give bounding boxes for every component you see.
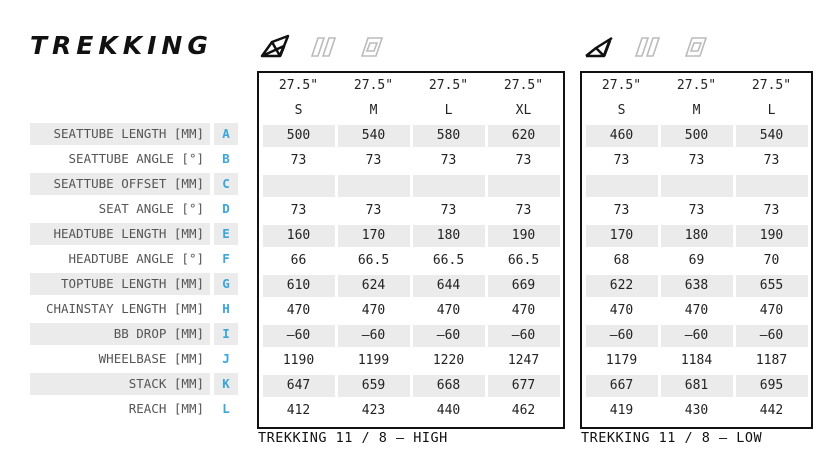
spec-label: SEATTUBE ANGLE [°] <box>68 151 204 166</box>
value-cell: 73 <box>688 203 705 218</box>
value-cell: 470 <box>436 303 461 318</box>
value-cell: 669 <box>488 275 560 297</box>
value-cell: 73 <box>688 153 705 168</box>
table-caption-high: TREKKING 11 / 8 – HIGH <box>258 430 448 446</box>
spec-letter: H <box>222 301 230 316</box>
frame-size-row <box>584 100 809 125</box>
wheel-size-cell: 27.5" <box>751 78 792 93</box>
wheel-size-cell: 27.5" <box>601 78 642 93</box>
value-cell: 430 <box>684 403 709 418</box>
table-row <box>584 325 809 350</box>
value-cell: 1199 <box>357 353 390 368</box>
value-cell: 73 <box>515 153 532 168</box>
value-cell: 460 <box>586 125 658 147</box>
value-cell: 73 <box>763 153 780 168</box>
spec-label-row <box>30 373 238 398</box>
spec-label-row <box>30 348 238 373</box>
value-cell: 66.5 <box>357 253 390 268</box>
value-cell: –60 <box>488 325 560 347</box>
value-cell: 180 <box>661 225 733 247</box>
value-cell <box>661 175 733 197</box>
table-row <box>261 375 561 400</box>
value-cell: 73 <box>763 203 780 218</box>
value-cell: 681 <box>661 375 733 397</box>
bike-frame-icon <box>262 36 288 56</box>
spec-label-row <box>30 198 238 223</box>
spec-label-row <box>30 223 238 248</box>
table-row <box>261 200 561 225</box>
value-cell: 470 <box>361 303 386 318</box>
spec-letter: I <box>214 323 238 345</box>
wheel-size-cell: 27.5" <box>676 78 717 93</box>
value-cell: 73 <box>365 153 382 168</box>
spec-label: HEADTUBE LENGTH [MM] <box>30 223 210 245</box>
value-cell: 66.5 <box>432 253 465 268</box>
spec-label-row <box>30 173 238 198</box>
value-cell: 160 <box>263 225 335 247</box>
table-row <box>261 325 561 350</box>
spec-label-row <box>30 398 238 423</box>
value-cell: 620 <box>488 125 560 147</box>
value-cell: 540 <box>338 125 410 147</box>
eleven-badge-icon <box>636 38 659 56</box>
value-cell: 73 <box>290 203 307 218</box>
spec-label-row <box>30 123 238 148</box>
value-cell <box>736 175 808 197</box>
table-row <box>584 150 809 175</box>
header-icons-high <box>258 32 388 60</box>
value-cell: 73 <box>613 203 630 218</box>
value-cell <box>488 175 560 197</box>
spec-label: SEATTUBE LENGTH [MM] <box>30 123 210 145</box>
geometry-table-low <box>580 71 813 429</box>
table-row <box>584 400 809 425</box>
value-cell: 412 <box>286 403 311 418</box>
value-cell: 1187 <box>755 353 788 368</box>
value-cell: 668 <box>413 375 485 397</box>
value-cell: 69 <box>688 253 705 268</box>
spec-label: HEADTUBE ANGLE [°] <box>68 251 204 266</box>
frame-size-cell: M <box>692 103 701 118</box>
value-cell: –60 <box>661 325 733 347</box>
value-cell: –60 <box>413 325 485 347</box>
value-cell: 180 <box>413 225 485 247</box>
value-cell: 540 <box>736 125 808 147</box>
frame-size-cell: L <box>767 103 776 118</box>
value-cell: 73 <box>365 203 382 218</box>
wheel-size-cell: 27.5" <box>428 78 469 93</box>
table-row <box>584 175 809 200</box>
table-row <box>261 275 561 300</box>
spec-label-row <box>30 148 238 173</box>
frame-size-cell: S <box>617 103 626 118</box>
value-cell: 73 <box>290 153 307 168</box>
value-cell: 66.5 <box>507 253 540 268</box>
frame-size-row <box>261 100 561 125</box>
wheel-size-row <box>261 75 561 100</box>
frame-size-cell: M <box>369 103 378 118</box>
spec-label: REACH [MM] <box>128 401 204 416</box>
table-row <box>584 225 809 250</box>
spec-letter: C <box>214 173 238 195</box>
spec-label: BB DROP [MM] <box>30 323 210 345</box>
eight-badge-icon <box>362 38 382 56</box>
table-row <box>584 375 809 400</box>
table-row <box>584 125 809 150</box>
table-row <box>261 250 561 275</box>
spec-label: WHEELBASE [MM] <box>98 351 204 366</box>
spec-letter: E <box>214 223 238 245</box>
value-cell: 68 <box>613 253 630 268</box>
spec-label-row <box>30 248 238 273</box>
value-cell: 470 <box>511 303 536 318</box>
value-cell: 1179 <box>605 353 638 368</box>
spec-letter: K <box>214 373 238 395</box>
table-row <box>261 350 561 375</box>
wheel-size-cell: 27.5" <box>278 78 319 93</box>
value-cell: 470 <box>684 303 709 318</box>
frame-size-cell: XL <box>515 103 532 118</box>
spec-label: STACK [MM] <box>30 373 210 395</box>
geometry-table-high <box>257 71 565 429</box>
value-cell: 622 <box>586 275 658 297</box>
spec-label-row <box>30 323 238 348</box>
spec-letter: L <box>222 401 230 416</box>
value-cell: 462 <box>511 403 536 418</box>
value-cell: 655 <box>736 275 808 297</box>
value-cell <box>263 175 335 197</box>
table-row <box>584 275 809 300</box>
value-cell: 1247 <box>507 353 540 368</box>
value-cell: 190 <box>736 225 808 247</box>
table-row <box>584 350 809 375</box>
value-cell: 659 <box>338 375 410 397</box>
value-cell: –60 <box>338 325 410 347</box>
value-cell: 470 <box>609 303 634 318</box>
spec-label: CHAINSTAY LENGTH [MM] <box>45 301 204 316</box>
value-cell <box>413 175 485 197</box>
value-cell: 500 <box>263 125 335 147</box>
value-cell: 610 <box>263 275 335 297</box>
table-row <box>584 200 809 225</box>
spec-label: SEATTUBE OFFSET [MM] <box>30 173 210 195</box>
value-cell: –60 <box>736 325 808 347</box>
spec-label: TOPTUBE LENGTH [MM] <box>30 273 210 295</box>
spec-label-row <box>30 298 238 323</box>
value-cell: 73 <box>613 153 630 168</box>
value-cell: 644 <box>413 275 485 297</box>
value-cell: 170 <box>586 225 658 247</box>
value-cell: 73 <box>440 203 457 218</box>
value-cell: 440 <box>436 403 461 418</box>
eleven-badge-icon <box>312 38 335 56</box>
table-row <box>261 150 561 175</box>
value-cell: 170 <box>338 225 410 247</box>
spec-letter: F <box>222 251 230 266</box>
page-title: TREKKING <box>30 31 213 60</box>
frame-size-cell: L <box>444 103 453 118</box>
value-cell: –60 <box>586 325 658 347</box>
value-cell: 500 <box>661 125 733 147</box>
table-row <box>261 400 561 425</box>
spec-label: SEAT ANGLE [°] <box>98 201 204 216</box>
value-cell: 73 <box>440 153 457 168</box>
table-row <box>584 250 809 275</box>
value-cell: 419 <box>609 403 634 418</box>
value-cell: 667 <box>586 375 658 397</box>
value-cell: 695 <box>736 375 808 397</box>
spec-letter: A <box>214 123 238 145</box>
value-cell: 470 <box>759 303 784 318</box>
value-cell: 66 <box>290 253 307 268</box>
value-cell: 1190 <box>282 353 315 368</box>
wheel-size-cell: 27.5" <box>353 78 394 93</box>
spec-letter: B <box>222 151 230 166</box>
spec-letter: G <box>214 273 238 295</box>
bike-frame-icon <box>586 38 612 56</box>
table-row <box>261 300 561 325</box>
value-cell: 423 <box>361 403 386 418</box>
spec-letter: J <box>222 351 230 366</box>
eight-badge-icon <box>686 38 706 56</box>
value-cell: 190 <box>488 225 560 247</box>
value-cell: 647 <box>263 375 335 397</box>
table-row <box>261 125 561 150</box>
value-cell: 70 <box>763 253 780 268</box>
value-cell: 73 <box>515 203 532 218</box>
wheel-size-row <box>584 75 809 100</box>
wheel-size-cell: 27.5" <box>503 78 544 93</box>
row-labels <box>30 123 238 423</box>
value-cell: 1220 <box>432 353 465 368</box>
value-cell <box>586 175 658 197</box>
value-cell <box>338 175 410 197</box>
value-cell: 624 <box>338 275 410 297</box>
value-cell: 442 <box>759 403 784 418</box>
value-cell: 470 <box>286 303 311 318</box>
value-cell: 638 <box>661 275 733 297</box>
frame-size-cell: S <box>294 103 303 118</box>
spec-label-row <box>30 273 238 298</box>
header-icons-low <box>582 32 712 60</box>
table-row <box>261 175 561 200</box>
value-cell: 580 <box>413 125 485 147</box>
table-row <box>261 225 561 250</box>
spec-letter: D <box>222 201 230 216</box>
value-cell: 1184 <box>680 353 713 368</box>
table-caption-low: TREKKING 11 / 8 – LOW <box>581 430 763 446</box>
table-row <box>584 300 809 325</box>
value-cell: 677 <box>488 375 560 397</box>
value-cell: –60 <box>263 325 335 347</box>
